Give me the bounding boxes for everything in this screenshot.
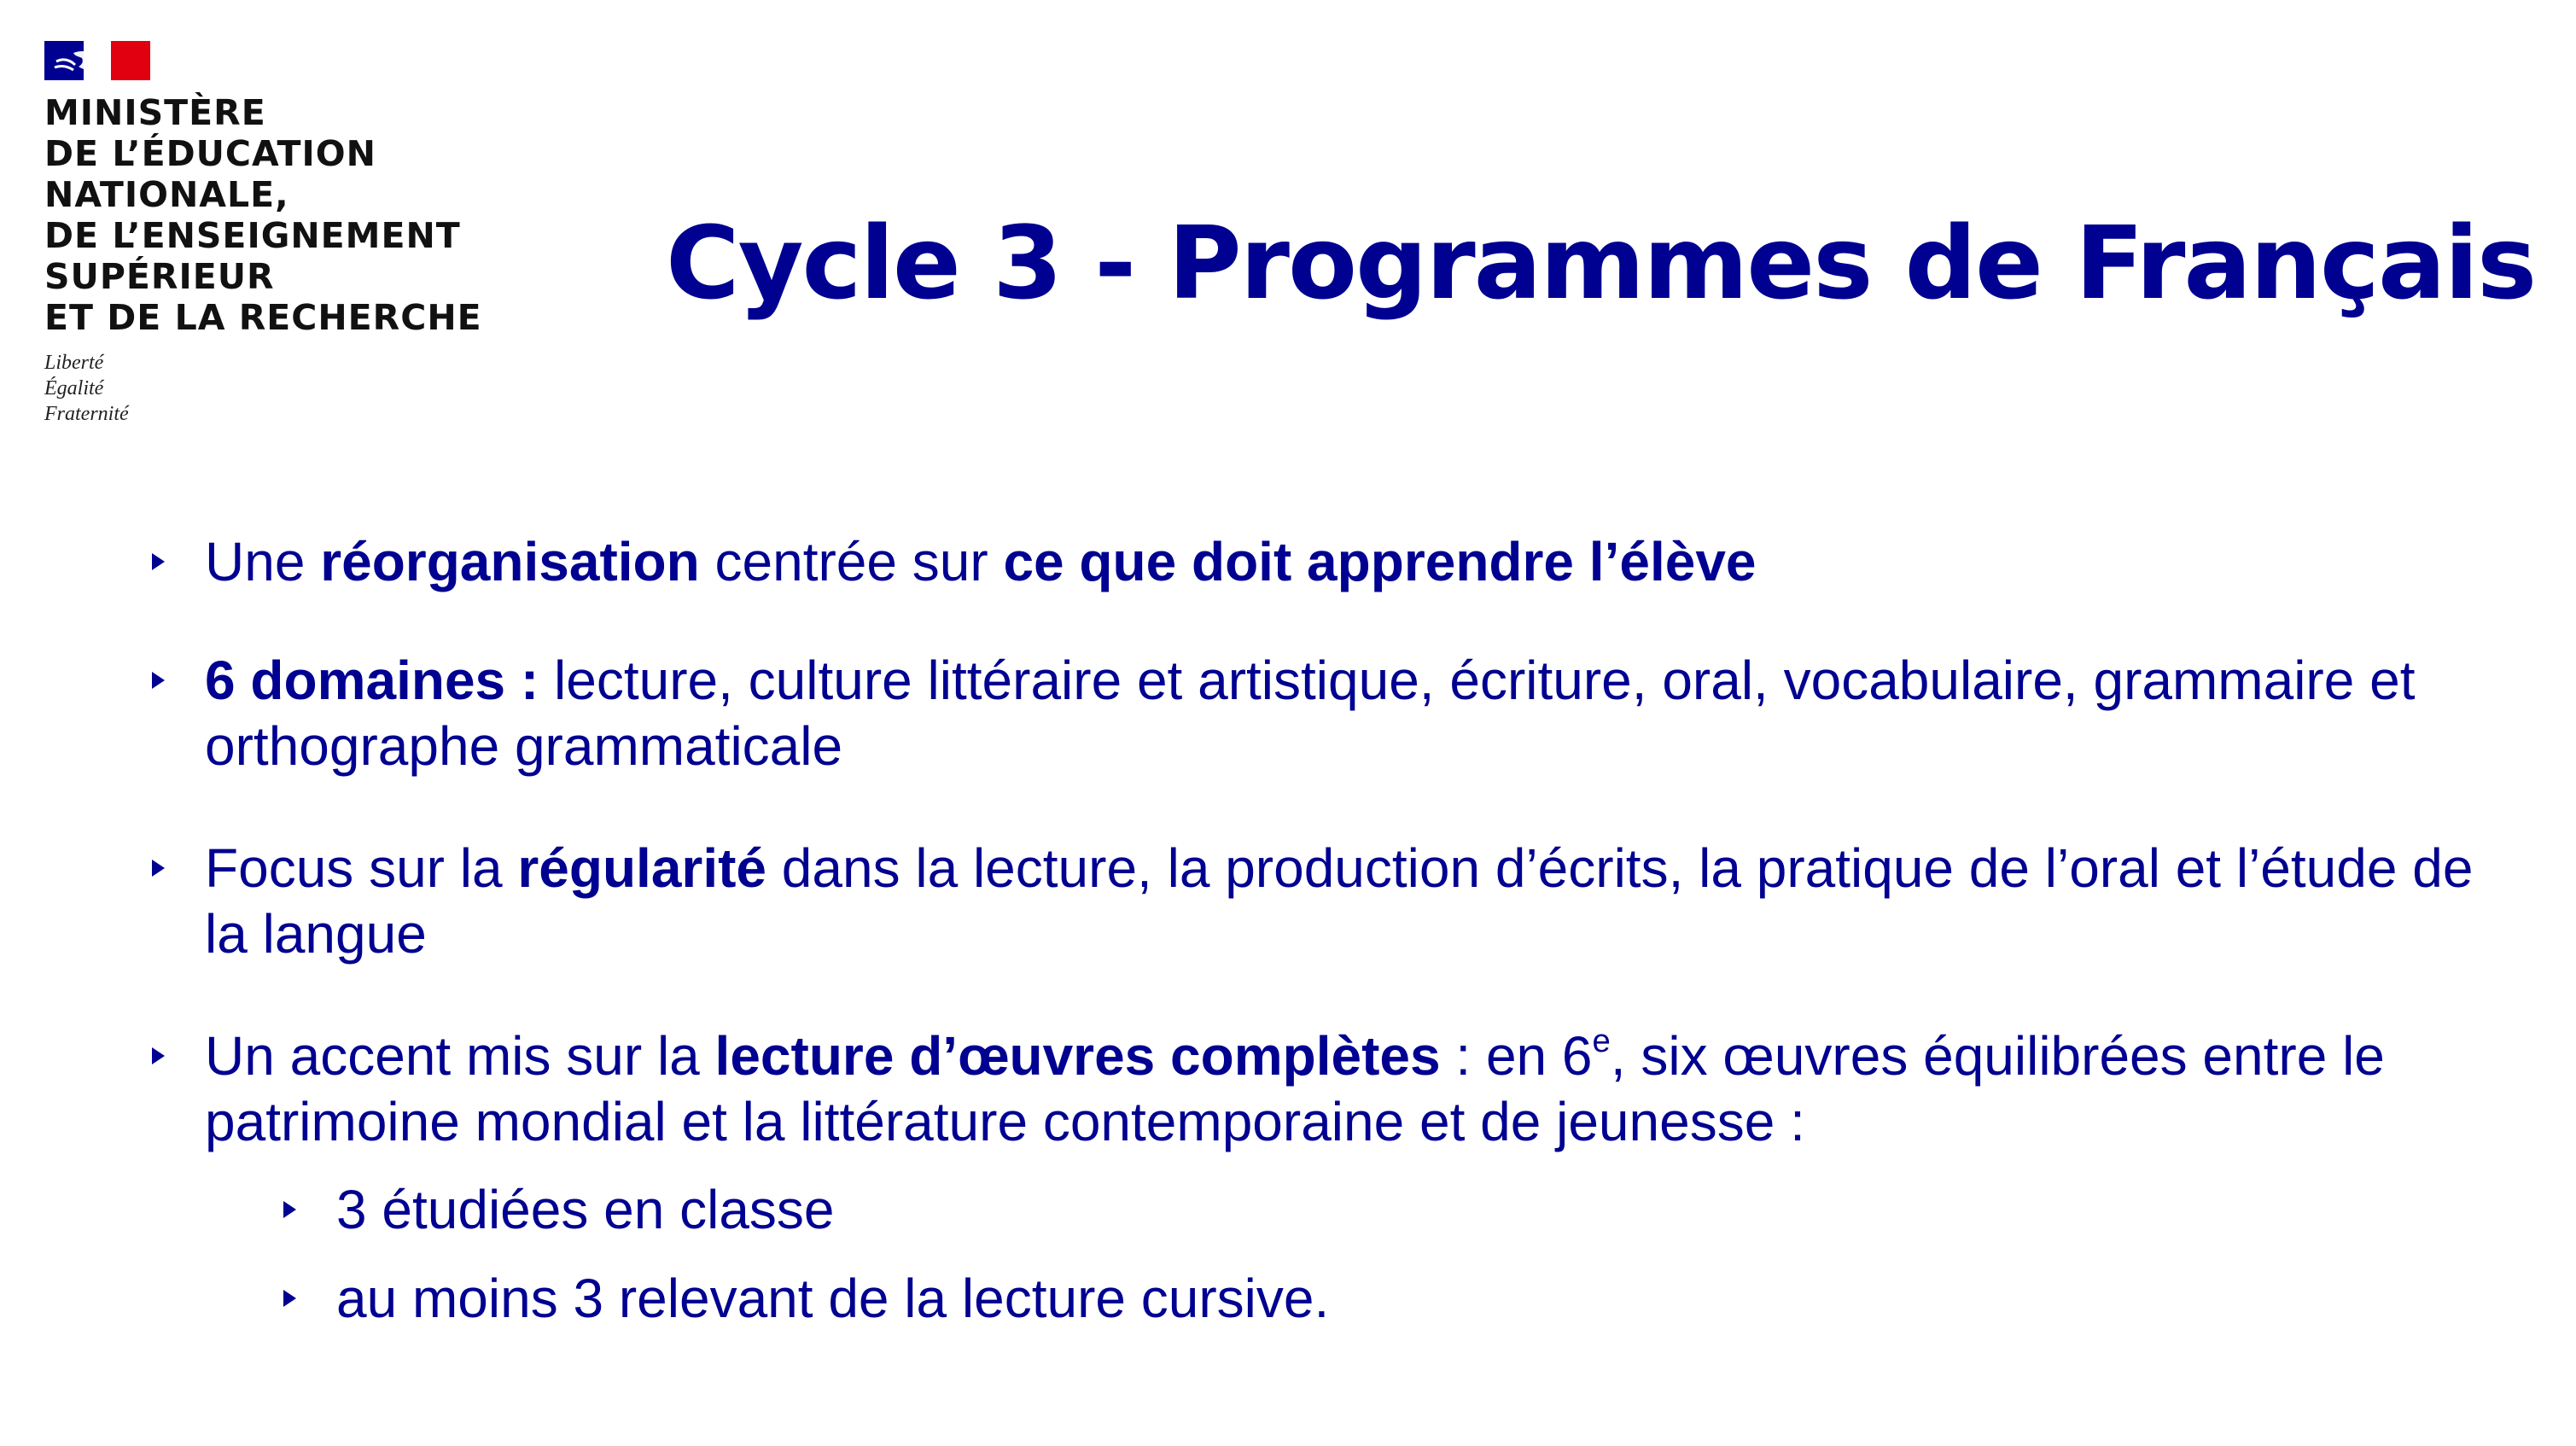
motto-line: Fraternité — [44, 403, 129, 425]
bullet-triangle-icon — [283, 1290, 296, 1307]
ministry-name — [44, 92, 522, 338]
bold-text: régularité — [517, 837, 766, 899]
bold-text: 6 domaines : — [205, 650, 539, 711]
bullet-text — [205, 837, 2473, 965]
bold-text: lecture d’œuvres complètes — [714, 1025, 1441, 1087]
sub-bullet-item — [145, 1177, 2518, 1243]
ministry-line: NATIONALE, — [44, 174, 289, 215]
superscript-text: e — [1592, 1023, 1611, 1060]
bullet-text — [205, 531, 1757, 592]
ministry-line: SUPÉRIEUR — [44, 256, 275, 297]
bullet-triangle-icon — [283, 1201, 296, 1218]
bullet-text — [205, 650, 2415, 777]
ministry-line: ET DE LA RECHERCHE — [44, 297, 482, 338]
bullet-list — [145, 529, 2518, 1332]
bullet-item — [145, 836, 2518, 967]
bullet-triangle-icon — [152, 553, 165, 570]
text-run: Focus sur la — [205, 837, 518, 899]
text-run: Un accent mis sur la — [205, 1025, 715, 1087]
text-run: Une — [205, 531, 321, 592]
bullet-triangle-icon — [152, 1047, 165, 1064]
ministry-logo — [44, 41, 522, 427]
text-run: centrée sur — [699, 531, 1004, 592]
text-run: lecture, culture littéraire et artistique, écriture, oral, vocabulaire, grammaire et orthographe grammaticale — [205, 650, 2416, 777]
slide-title: Cycle 3 - Programmes de Français — [666, 204, 2536, 322]
bullet-text — [205, 1025, 2385, 1152]
republic-motto — [44, 350, 522, 427]
bullet-triangle-icon — [152, 672, 165, 689]
motto-line: Liberté — [44, 352, 104, 374]
marianne-flag-icon — [44, 41, 150, 80]
motto-line: Égalité — [44, 377, 104, 399]
text-run: : en 6 — [1440, 1025, 1593, 1087]
bullet-item — [145, 648, 2518, 779]
ministry-line: DE L’ENSEIGNEMENT — [44, 215, 461, 256]
bold-text: ce que doit apprendre l’élève — [1003, 531, 1757, 592]
bullet-triangle-icon — [152, 860, 165, 877]
ministry-line: DE L’ÉDUCATION — [44, 133, 376, 174]
ministry-line: MINISTÈRE — [44, 92, 266, 133]
sub-bullet-text: au moins 3 relevant de la lecture cursive. — [336, 1268, 1330, 1329]
text-run: dans la lecture, la production d’écrits, la pratique de l’oral et l’étude de la langue — [205, 837, 2474, 965]
bullet-item — [145, 1023, 2518, 1155]
sub-bullet-text: 3 étudiées en classe — [336, 1179, 835, 1240]
sub-bullet-item — [145, 1266, 2518, 1332]
bold-text: réorganisation — [320, 531, 700, 592]
text-run: , six œuvres équilibrées entre le patrimoine mondial et la littérature contemporaine et de jeunesse : — [205, 1025, 2385, 1152]
bullet-item — [145, 529, 2518, 595]
